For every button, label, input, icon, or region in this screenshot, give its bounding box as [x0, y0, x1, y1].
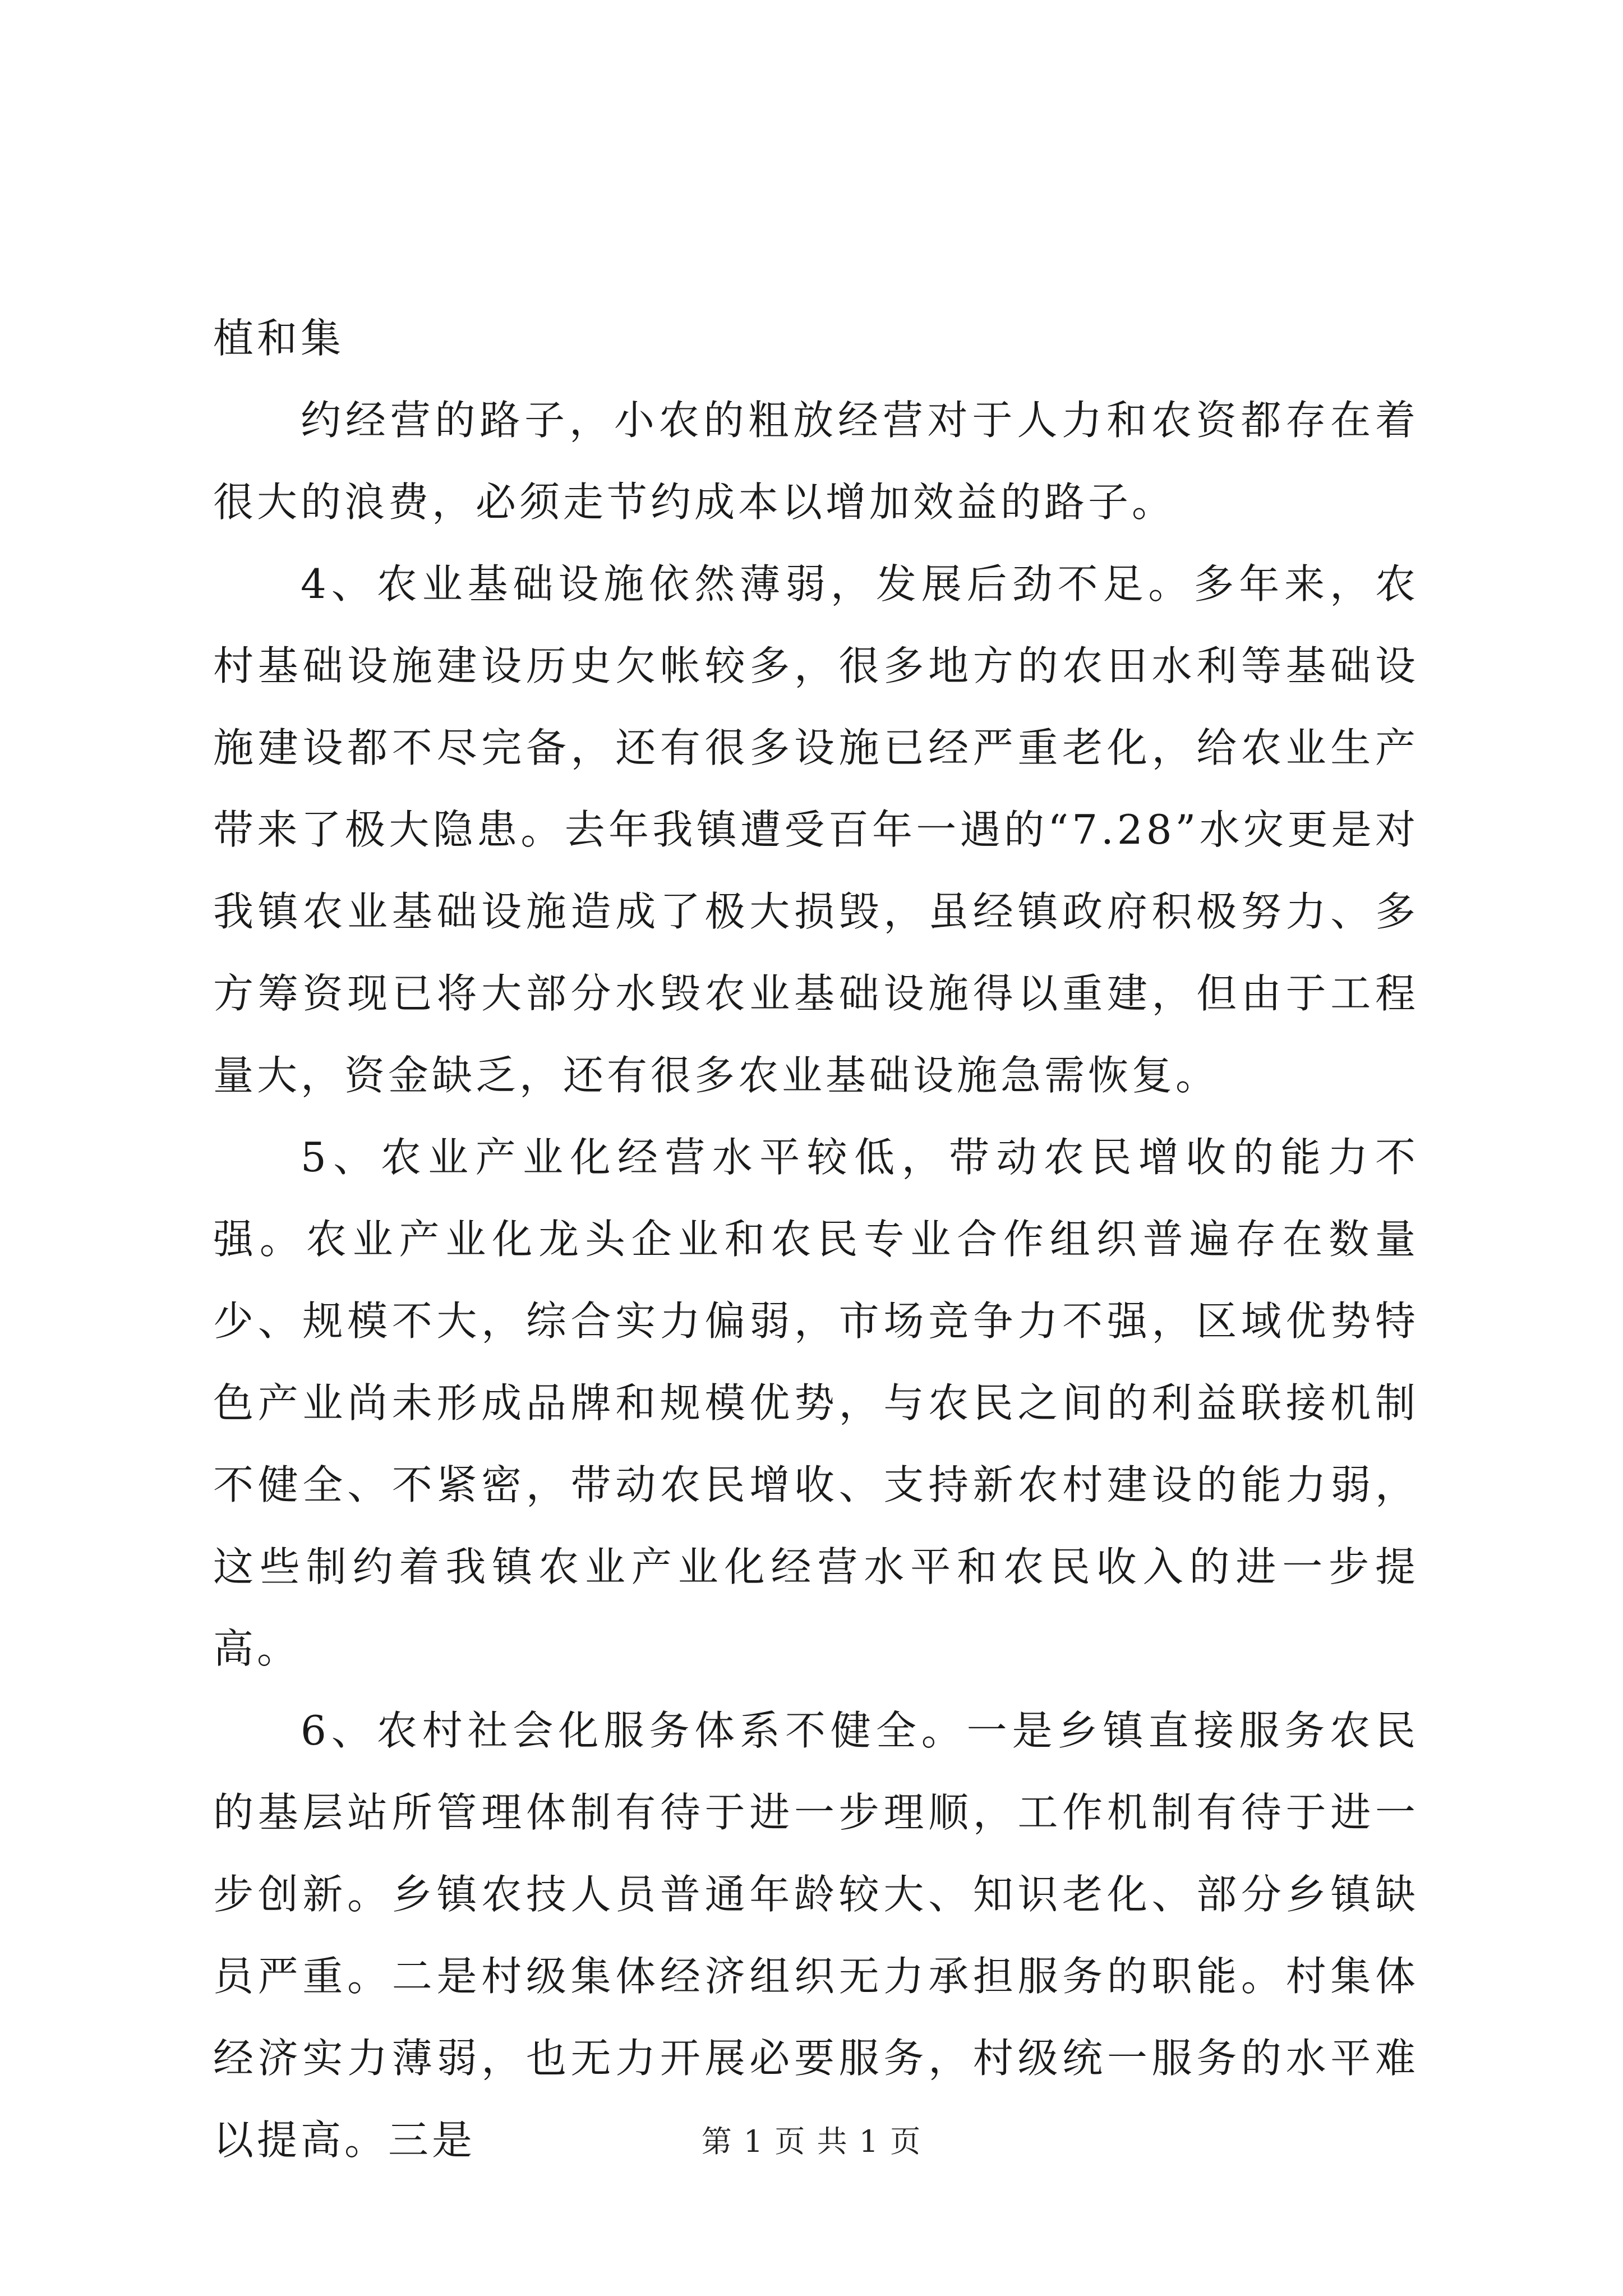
paragraph-intensive-operation: 约经营的路子，小农的粗放经营对于人力和农资都存在着很大的浪费，必须走节约成本以增加效益的路子。 [213, 397, 1419, 526]
document-body [213, 297, 1419, 2181]
paragraph-social-services: 6、农村社会化服务体系不健全。一是乡镇直接服务农民的基层站所管理体制有待于进一步理顺，工作机制有待于进一步创新。乡镇农技人员普通年龄较大、知识老化、部分乡镇缺员严重。二是村级集体经济组织无力承担服务的职能。村集体经济实力薄弱，也无力开展必要服务，村级统一服务的水平难以提高。三是 [213, 1707, 1419, 2164]
paragraph-infrastructure: 4、农业基础设施依然薄弱，发展后劲不足。多年来，农村基础设施建设历史欠帐较多，很多地方的农田水利等基础设施建设都不尽完备，还有很多设施已经严重老化，给农业生产带来了极大隐患。去年我镇遭受百年一遇的“7.28”水灾更是对我镇农业基础设施造成了极大损毁，虽经镇政府积极努力、多方筹资现已将大部分水毁农业基础设施得以重建，但由于工程量大，资金缺乏，还有很多农业基础设施急需恢复。 [213, 560, 1419, 1099]
paragraph-industrialization: 5、农业产业化经营水平较低，带动农民增收的能力不强。农业产业化龙头企业和农民专业合作组织普遍存在数量少、规模不大，综合实力偏弱，市场竞争力不强，区域优势特色产业尚未形成品牌和规模优势，与农民之间的利益联接机制不健全、不紧密，带动农民增收、支持新农村建设的能力弱，这些制约着我镇农业产业化经营水平和农民收入的进一步提高。 [213, 1134, 1419, 1672]
page-footer: 第 1 页 共 1 页 [701, 2124, 922, 2159]
paragraph-fragment-heading: 植和集 [213, 315, 345, 362]
